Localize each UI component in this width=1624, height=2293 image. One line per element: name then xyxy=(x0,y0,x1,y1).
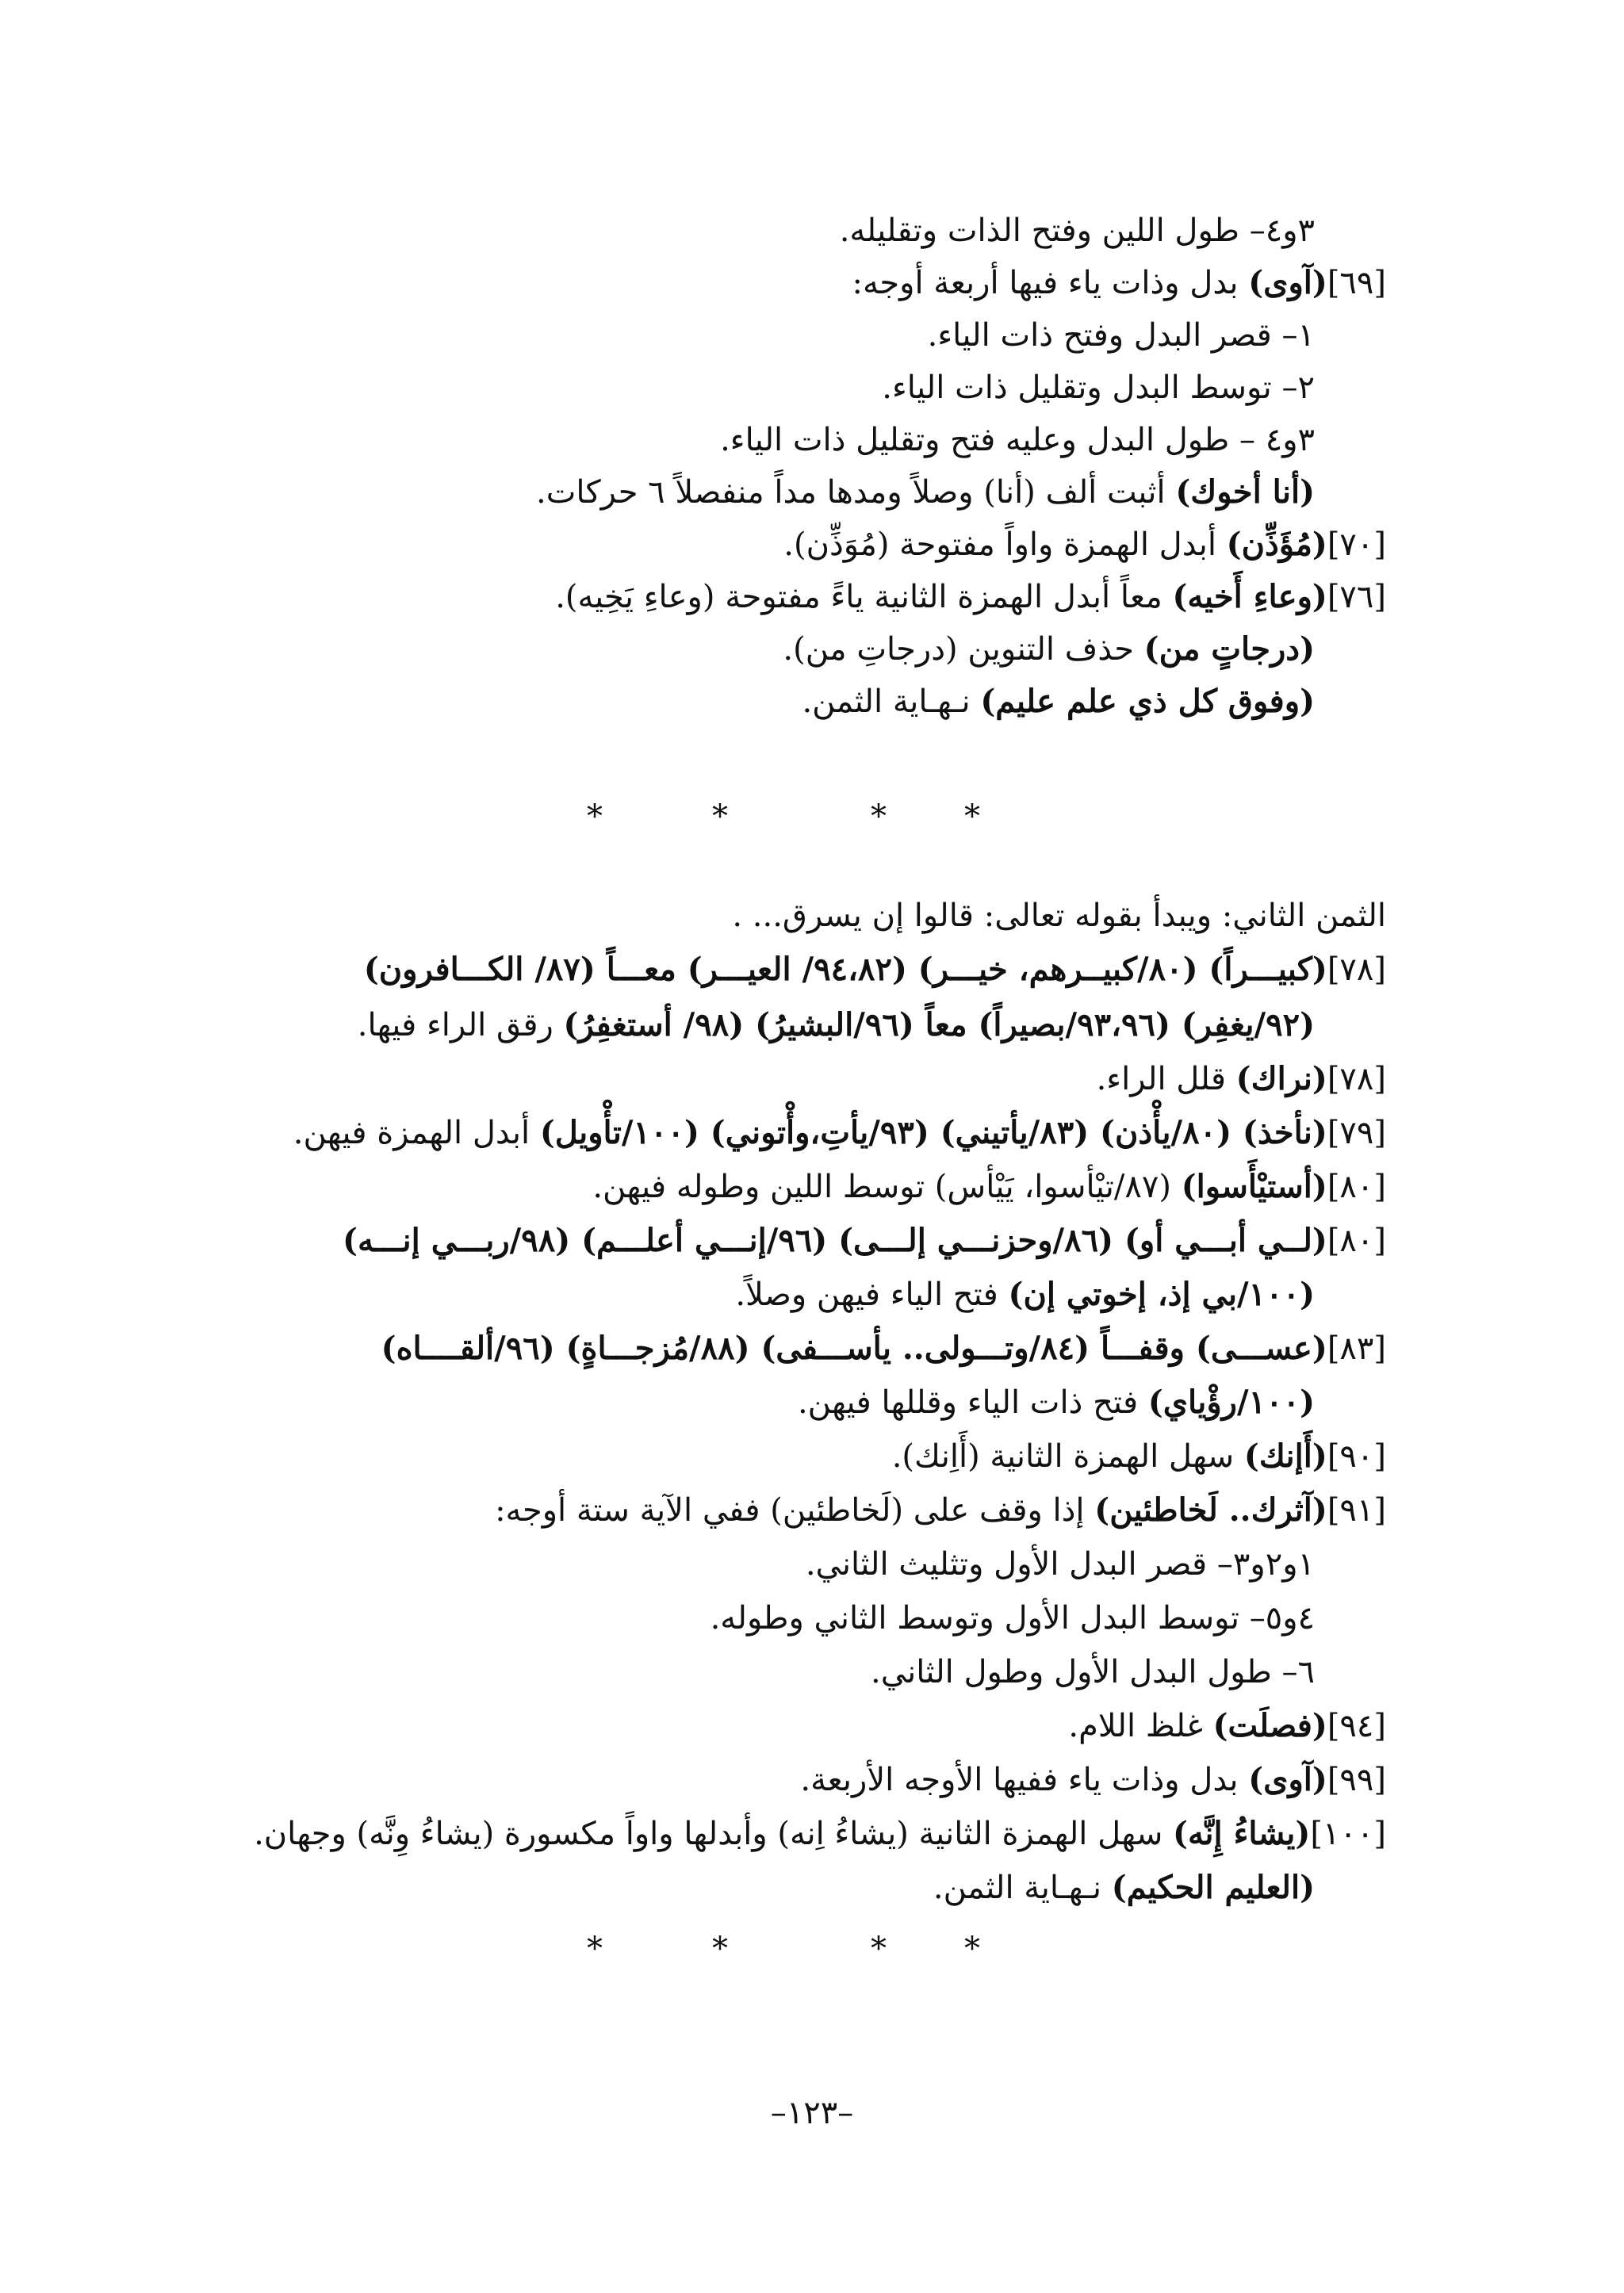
ruling-text: نـهـاية الثمن. xyxy=(802,683,981,720)
separator-star: * xyxy=(712,1931,728,1967)
ruling-text: (٨٧/تيْأسوا، يَيْأس) توسط اللين وطوله فيهن. xyxy=(592,1169,1182,1205)
text-line: ٢– توسط البدل وتقليل ذات الياء. xyxy=(882,369,1315,406)
text-line: ٣و٤ – طول البدل وعليه فتح وتقليل ذات الياء. xyxy=(720,422,1315,458)
entry-91 xyxy=(495,1486,1386,1535)
text-line: ١و٢و٣– قصر البدل الأول وتثليث الثاني. xyxy=(805,1546,1315,1583)
text-line: ١– قصر البدل وفتح ذات الياء. xyxy=(927,317,1315,354)
entry-78a-continued xyxy=(358,1001,1315,1050)
quran-words: (نأخذ) (٨٠/يأْذن) (٨٣/يأتيني) (٩٣/يأتِ،وأْتوني) (١٠٠/تأْويل) xyxy=(539,1114,1327,1151)
quran-word: (آوى) xyxy=(1248,264,1327,301)
quran-words: (٩٢/يغفِر) (٩٣،٩٦/بصيراً) معاً (٩٦/البشيرُ) (٩٨/ أستغفِرُ) xyxy=(563,1006,1315,1043)
quran-word: (أستيْأَسوا) xyxy=(1181,1168,1327,1205)
entry-76 xyxy=(555,572,1386,622)
entry-94 xyxy=(1068,1702,1386,1751)
entry-78a xyxy=(364,945,1386,994)
verse-ref: [١٠٠] xyxy=(1310,1816,1386,1852)
quran-word: (١٠٠/بي إذ، إخوتي إن) xyxy=(1008,1276,1315,1313)
quran-word: (وفوق كل ذي علم عليم) xyxy=(980,683,1315,720)
separator-star: * xyxy=(964,798,980,835)
quran-word: (أَإنك) xyxy=(1243,1437,1327,1475)
verse-ref: [٩١] xyxy=(1327,1492,1386,1529)
verse-ref: [٧٠] xyxy=(1327,526,1386,563)
quran-words: (لــي أبـــي أو) (٨٦/وحزنـــي إلـــى) (٩٦/إنـــي أعلـــم) (٩٨/ربـــي إنـــه) xyxy=(343,1222,1327,1259)
entry-69 xyxy=(852,258,1387,308)
entry-99 xyxy=(800,1755,1386,1805)
ruling-text: نـهـاية الثمن. xyxy=(933,1870,1112,1906)
ruling-text: فتح الياء فيهن وصلاً. xyxy=(735,1277,1009,1313)
verse-ref: [٩٠] xyxy=(1327,1438,1386,1475)
verse-ref: [٨٠] xyxy=(1327,1169,1386,1205)
ruling-text: بدل وذات ياء ففيها الأوجه الأربعة. xyxy=(800,1762,1249,1798)
quran-word: (آوى) xyxy=(1248,1761,1327,1798)
ruling-text: رقق الراء فيها. xyxy=(357,1007,564,1043)
ruling-text: إذا وقف على (لَخاطئين) ففي الآية ستة أوجه: xyxy=(495,1492,1095,1529)
entry-80a xyxy=(592,1162,1386,1212)
verse-ref: [٧٩] xyxy=(1327,1115,1386,1151)
quran-word: (١٠٠/رؤْياي) xyxy=(1147,1384,1315,1421)
ruling-text: بدل وذات ياء فيها أربعة أوجه: xyxy=(852,265,1249,301)
text-line: ٣و٤– طول اللين وفتح الذات وتقليله. xyxy=(839,212,1315,249)
quran-word: (العليم الحكيم) xyxy=(1111,1869,1315,1906)
verse-ref: [٩٤] xyxy=(1327,1708,1386,1744)
quran-word: (يشاءُ إِنَّه) xyxy=(1173,1815,1311,1852)
ruling-text: أبدل الهمزة فيهن. xyxy=(293,1115,540,1151)
text-line: ٤و٥– توسط البدل الأول وتوسط الثاني وطوله. xyxy=(710,1600,1315,1636)
quran-word: (نراك) xyxy=(1235,1060,1327,1097)
verse-ref: [٧٨] xyxy=(1327,951,1386,988)
entry-100 xyxy=(254,1809,1386,1859)
entry-alalim xyxy=(933,1863,1315,1912)
verse-ref: [٨٠] xyxy=(1327,1223,1386,1259)
separator-star: * xyxy=(712,798,728,835)
ruling-text: حذف التنوين (درجاتِ من). xyxy=(783,631,1144,668)
ruling-text: أبدل الهمزة واواً مفتوحة (مُوَذِّن). xyxy=(783,526,1227,563)
verse-ref: [٨٣] xyxy=(1327,1330,1386,1367)
entry-ana-akhuk xyxy=(536,468,1315,517)
entry-83-continued xyxy=(798,1378,1315,1427)
ruling-text: أثبت ألف (أنا) وصلاً ومدها مداً منفصلاً ٦ حركات. xyxy=(536,474,1176,511)
separator-star: * xyxy=(871,798,887,835)
verse-ref: [٩٩] xyxy=(1327,1762,1386,1798)
separator-star: * xyxy=(587,798,603,835)
verse-ref: [٧٨] xyxy=(1327,1061,1386,1097)
quran-word: (أنا أخوك) xyxy=(1175,473,1315,511)
quran-words: (كبيـــراً) (٨٠/كبيــرهم، خيـــر) (٩٤،٨٢/ العيـــر) معـــاً (٨٧/ الكـــافرون) xyxy=(363,951,1327,988)
quran-word: (فصلَت) xyxy=(1212,1707,1327,1744)
page-number: –١٢٣– xyxy=(770,2095,854,2131)
verse-ref: [٦٩] xyxy=(1327,265,1386,301)
ruling-text: غلظ اللام. xyxy=(1068,1708,1213,1744)
entry-wafawqa xyxy=(802,677,1315,726)
ruling-text: سهل الهمزة الثانية (يشاءُ اِنه) وأبدلها واواً مكسورة (يشاءُ وِنَّه) وجهان. xyxy=(254,1816,1174,1852)
separator-star: * xyxy=(871,1931,887,1967)
ruling-text: سهل الهمزة الثانية (أَاِنك). xyxy=(891,1438,1244,1475)
quran-word: (مُؤَذِّن) xyxy=(1226,526,1327,563)
quran-words: (عســـى) وقفـــاً (٨٤/وتـــولى.. يأســـفى) (٨٨/مُزجـــاةٍ) (٩٦/ألقــــاه) xyxy=(381,1330,1327,1367)
entry-90 xyxy=(892,1432,1386,1481)
ruling-text: معاً أبدل الهمزة الثانية ياءً مفتوحة (وعاءِ يَخِيه). xyxy=(555,579,1173,615)
ruling-text: قلل الراء. xyxy=(1096,1061,1236,1097)
quran-word: (آثرك.. لَخاطئين) xyxy=(1094,1491,1327,1529)
entry-80b-continued xyxy=(735,1270,1315,1319)
separator-star: * xyxy=(964,1931,980,1967)
ruling-text: فتح ذات الياء وقللها فيهن. xyxy=(797,1384,1148,1421)
entry-78b xyxy=(1097,1055,1386,1104)
entry-darajat xyxy=(783,625,1315,674)
quran-word: (وعاءِ أَخيه) xyxy=(1172,578,1327,615)
entry-79 xyxy=(293,1108,1386,1158)
entry-80b xyxy=(343,1216,1386,1265)
entry-70 xyxy=(783,520,1386,569)
verse-ref: [٧٦] xyxy=(1327,579,1386,615)
text-line: ٦– طول البدل الأول وطول الثاني. xyxy=(871,1654,1315,1690)
quran-word: (درجاتٍ من) xyxy=(1143,630,1315,668)
section-heading: الثمن الثاني: ويبدأ بقوله تعالى: قالوا إن يسرق... . xyxy=(732,898,1386,934)
separator-star: * xyxy=(587,1931,603,1967)
entry-83 xyxy=(381,1324,1386,1373)
